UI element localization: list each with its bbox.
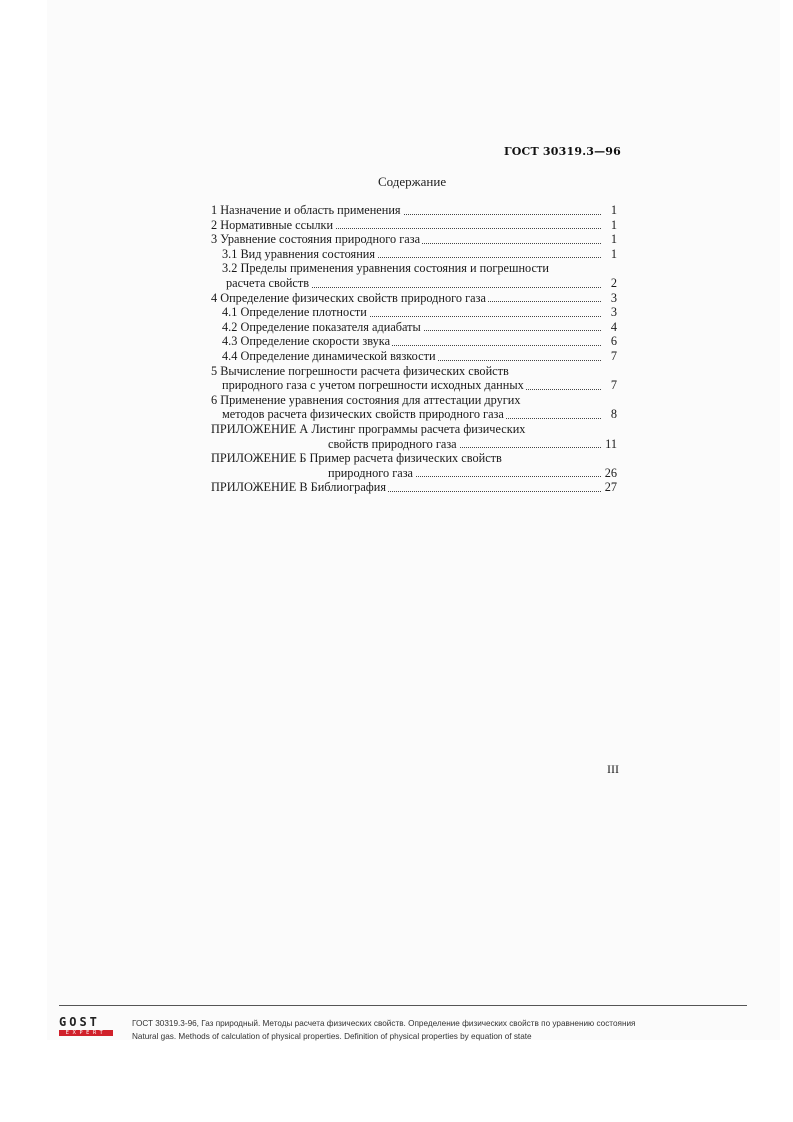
toc-entry-page: 1 — [608, 232, 617, 247]
toc-entry-page: 6 — [608, 334, 617, 349]
toc-entry-text: свойств природного газа — [328, 436, 457, 451]
toc-entry-text: природного газа с учетом погрешности исходных данных — [222, 378, 524, 393]
gost-expert-logo — [59, 1016, 115, 1038]
toc-entry — [211, 218, 617, 233]
logo-subtitle: EXPERT — [59, 1030, 113, 1036]
toc-entry-page: 1 — [608, 247, 617, 262]
toc-entry-text: расчета свойств — [226, 275, 310, 290]
toc-entry-page: 1 — [608, 218, 617, 233]
document-code: ГОСТ 30319.3—96 — [503, 145, 621, 158]
toc-entry — [211, 349, 617, 364]
toc-entry-text: 5 Вычисление погрешности расчета физических свойств — [211, 363, 509, 378]
toc-entry-text: методов расчета физических свойств природного газа — [222, 407, 504, 422]
toc-entry-text: 3.2 Пределы применения уравнения состояния и погрешности — [222, 261, 549, 276]
toc-entry-page: 7 — [608, 378, 617, 393]
toc-entry — [211, 291, 617, 306]
toc-entry-text: 6 Применение уравнения состояния для аттестации других — [211, 392, 521, 407]
toc-entry — [211, 203, 617, 218]
table-of-contents — [211, 203, 617, 495]
toc-entry — [211, 261, 617, 276]
toc-entry-page: 1 — [608, 203, 617, 218]
toc-entry — [211, 364, 617, 379]
toc-entry-page: 27 — [602, 480, 617, 495]
toc-entry-text: 4.4 Определение динамической вязкости — [222, 348, 436, 363]
toc-entry-text: 4.1 Определение плотности — [222, 305, 367, 320]
toc-entry — [211, 437, 617, 452]
toc-entry — [211, 466, 617, 481]
toc-entry — [211, 378, 617, 393]
toc-entry — [211, 480, 617, 495]
page-number: III — [607, 762, 619, 776]
footer-divider — [59, 1005, 747, 1006]
toc-entry-page: 3 — [608, 291, 617, 306]
toc-entry — [211, 422, 617, 437]
footer-line-en: Natural gas. Methods of calculation of physical properties. Definition of physical properties by equation of state — [132, 1032, 532, 1041]
toc-entry-page: 7 — [608, 349, 617, 364]
toc-entry-page: 3 — [608, 305, 617, 320]
toc-entry — [211, 451, 617, 466]
toc-entry — [211, 393, 617, 408]
footer-caption — [132, 1017, 635, 1043]
toc-entry-text: 4.3 Определение скорости звука — [222, 334, 391, 349]
toc-entry-text: 1 Назначение и область применения — [211, 203, 401, 217]
toc-entry — [211, 407, 617, 422]
toc-entry — [211, 320, 617, 335]
toc-entry-text: природного газа — [328, 465, 414, 480]
toc-entry-text: ПРИЛОЖЕНИЕ В Библиография — [211, 480, 386, 495]
toc-entry-text: 4.2 Определение показателя адиабаты — [222, 319, 421, 334]
toc-entry-text: ПРИЛОЖЕНИЕ А Листинг программы расчета физических — [211, 421, 526, 436]
toc-entry — [211, 334, 617, 349]
toc-entry-text: 4 Определение физических свойств природного газа — [211, 290, 486, 305]
toc-entry-page: 11 — [602, 437, 617, 452]
toc-entry-page: 8 — [608, 407, 617, 422]
toc-entry — [211, 247, 617, 262]
toc-entry-text: 2 Нормативные ссылки — [211, 217, 334, 232]
footer-line-ru: ГОСТ 30319.3-96, Газ природный. Методы расчета физических свойств. Определение физических свойств по уравнению состояния — [132, 1019, 636, 1028]
contents-title: Содержание — [378, 174, 447, 189]
toc-entry-text: ПРИЛОЖЕНИЕ Б Пример расчета физических свойств — [211, 451, 502, 466]
logo-word: GOST — [59, 1015, 100, 1029]
toc-entry — [211, 276, 617, 291]
toc-entry — [211, 232, 617, 247]
toc-entry-text: 3.1 Вид уравнения состояния — [222, 246, 376, 261]
toc-entry — [211, 305, 617, 320]
toc-entry-text: 3 Уравнение состояния природного газа — [211, 232, 421, 247]
toc-entry-page: 26 — [602, 466, 617, 481]
scanned-sheet — [47, 0, 780, 1040]
toc-entry-page: 2 — [608, 276, 617, 291]
toc-entry-page: 4 — [608, 320, 617, 335]
